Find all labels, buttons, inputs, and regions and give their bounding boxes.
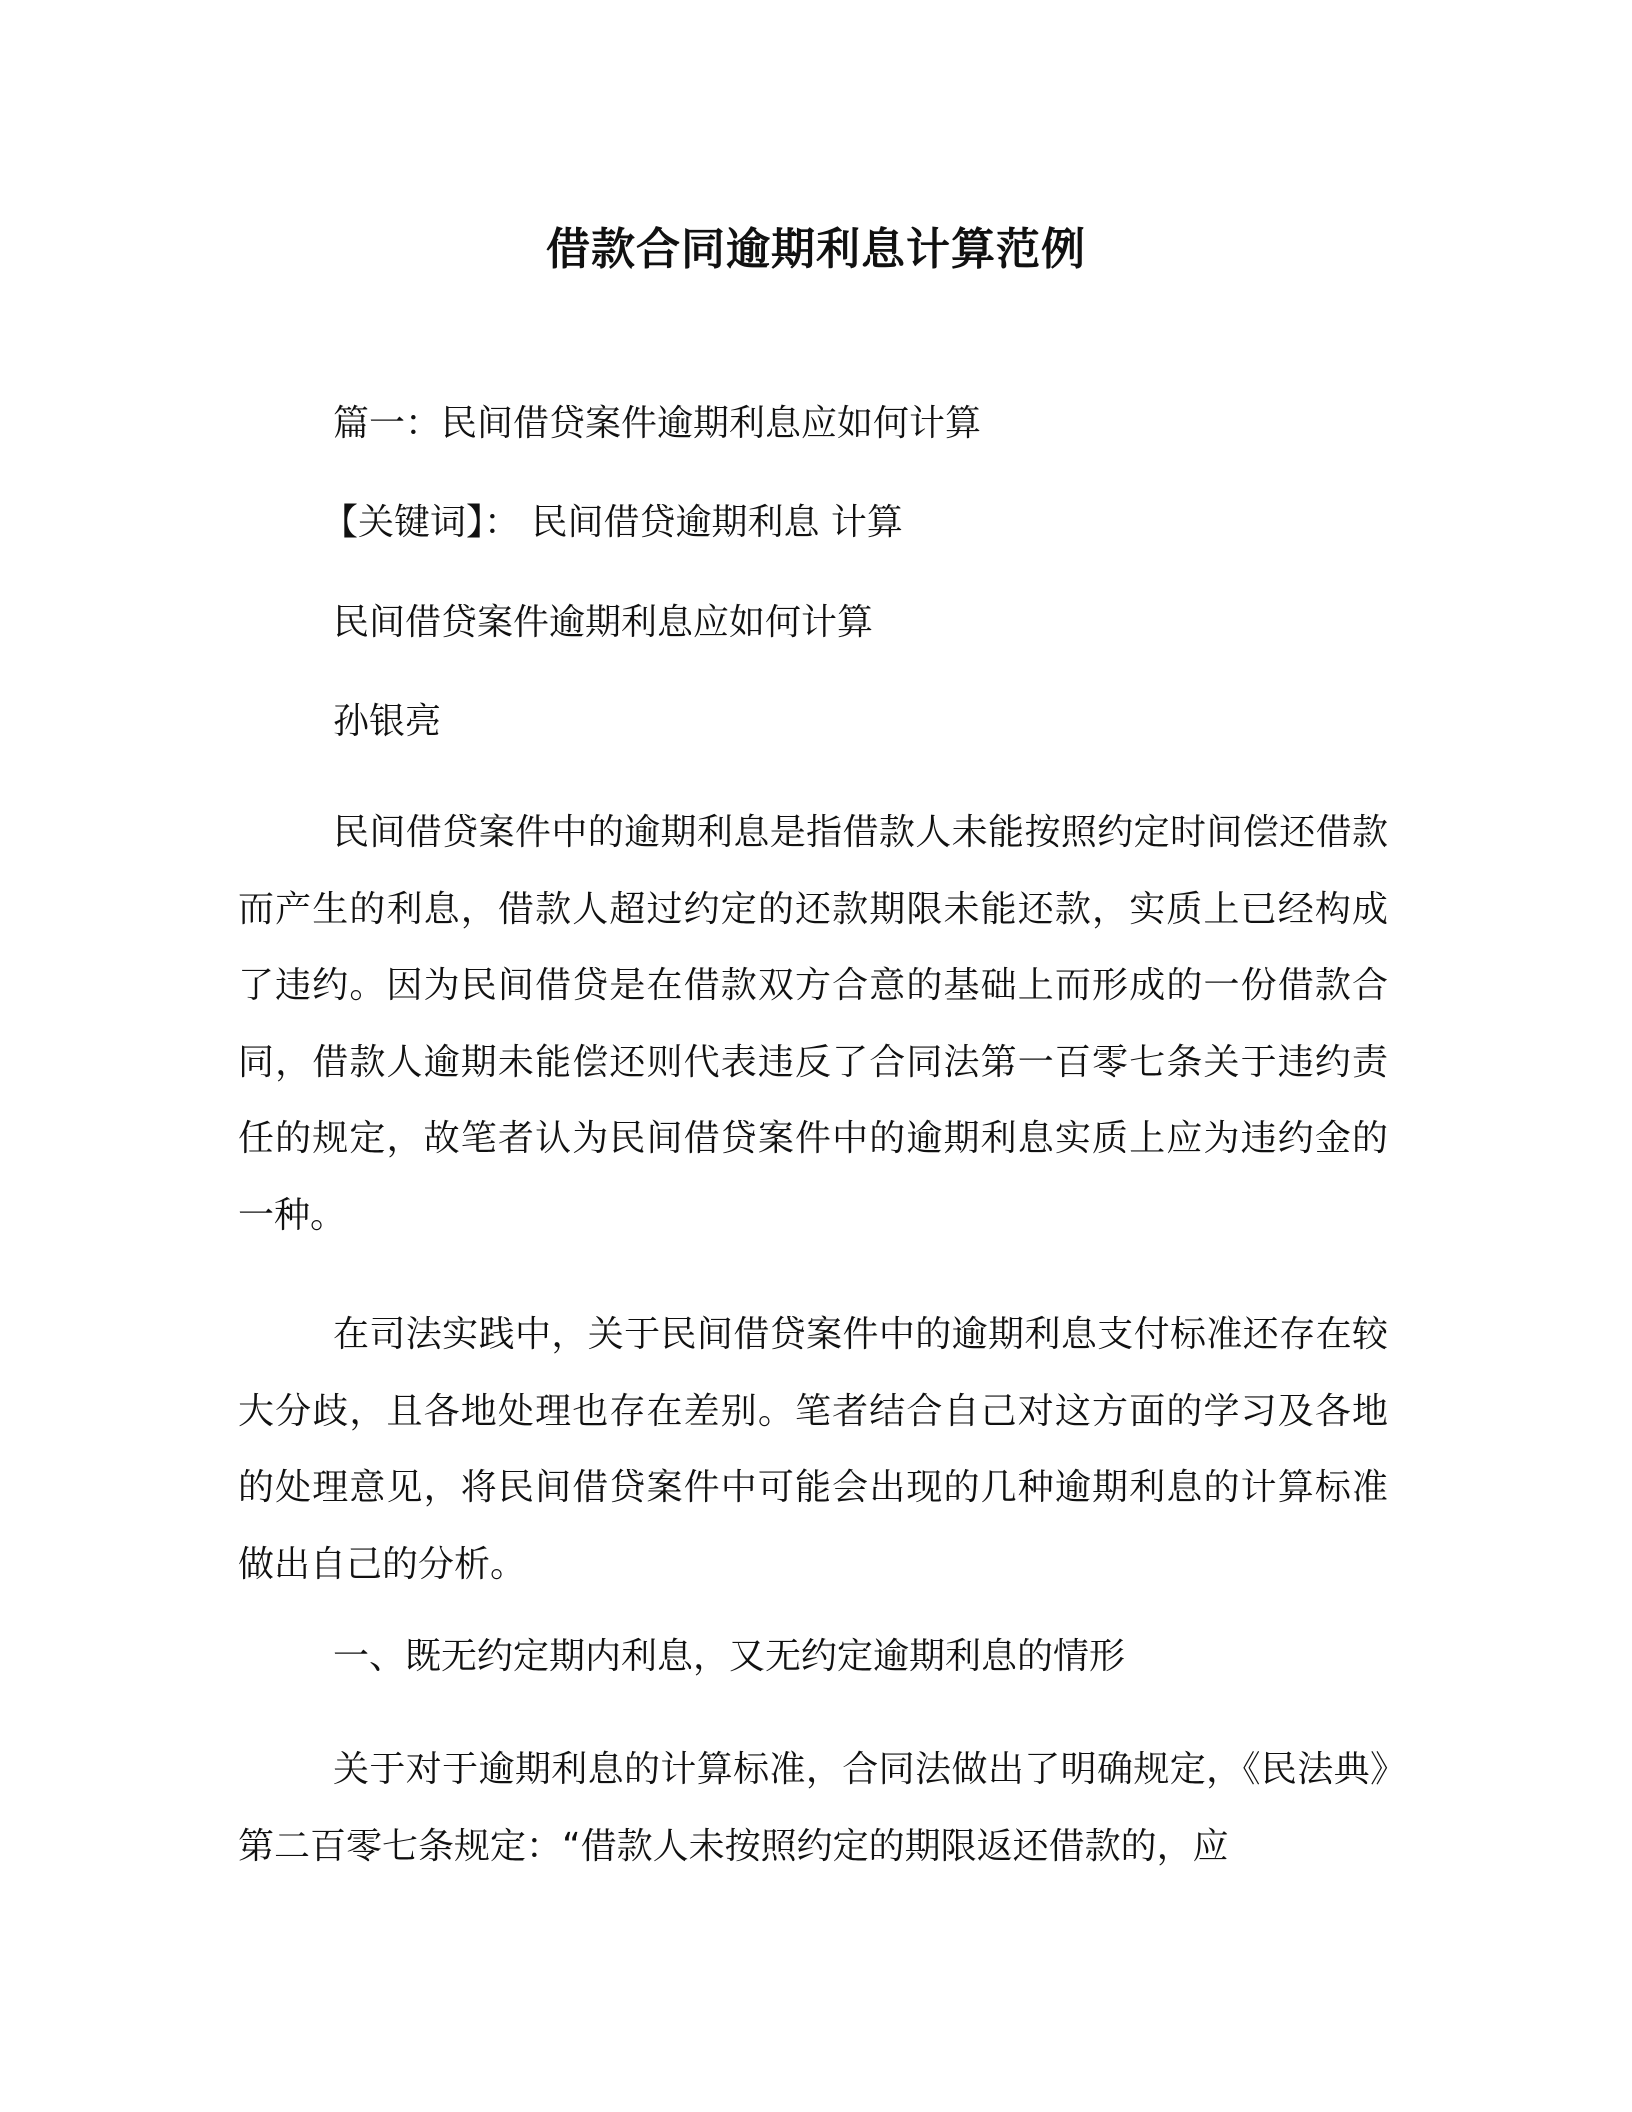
body-paragraph-3: 关于对于逾期利息的计算标准，合同法做出了明确规定，《民法典》第二百零七条规定：“借款人未按照约定的期限返还借款的，应 bbox=[238, 1749, 1388, 1867]
author-name: 孙银亮 bbox=[333, 701, 442, 742]
body-paragraph-2: 在司法实践中，关于民间借贷案件中的逾期利息支付标准还存在较大分歧，且各地处理也存在差别。笔者结合自己对这方面的学习及各地的处理意见，将民间借贷案件中可能会出现的几种逾期利息的计算标准做出自己的分析。 bbox=[238, 1314, 1388, 1585]
keywords-line: 【关键词】： 民间借贷逾期利息 计算 bbox=[322, 502, 903, 543]
subheading-1: 一、既无约定期内利息，又无约定逾期利息的情形 bbox=[333, 1636, 1126, 1677]
document-title: 借款合同逾期利息计算范例 bbox=[546, 224, 1086, 275]
body-paragraph-1: 民间借贷案件中的逾期利息是指借款人未能按照约定时间偿还借款而产生的利息，借款人超过约定的还款期限未能还款，实质上已经构成了违约。因为民间借贷是在借款双方合意的基础上而形成的一份借款合同，借款人逾期未能偿还则代表违反了合同法第一百零七条关于违约责任的规定，故笔者认为民间借贷案件中的逾期利息实质上应为违约金的一种。 bbox=[238, 812, 1388, 1236]
article-title: 民间借贷案件逾期利息应如何计算 bbox=[333, 602, 874, 643]
section-title: 篇一：民间借贷案件逾期利息应如何计算 bbox=[333, 403, 982, 444]
